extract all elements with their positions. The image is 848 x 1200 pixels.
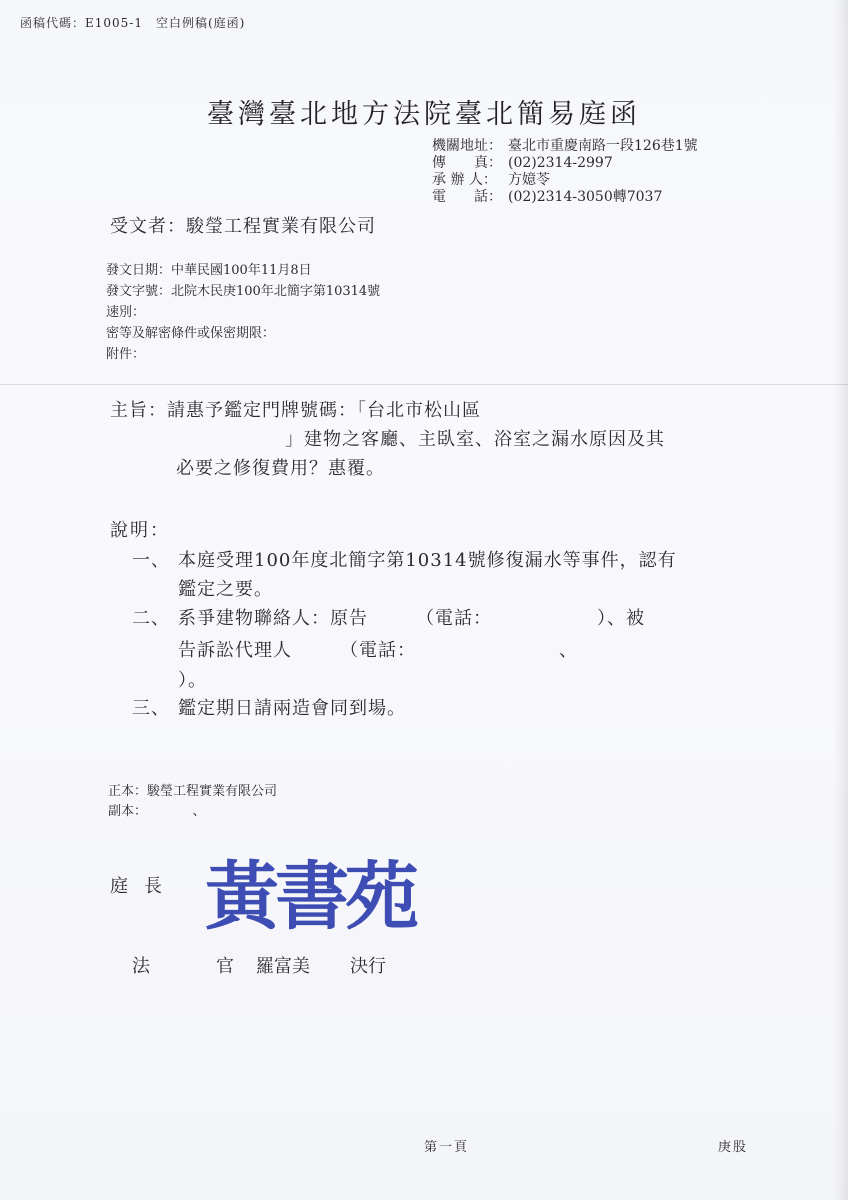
urgency: 速別： — [106, 305, 146, 320]
attachments: 附件： — [106, 347, 146, 362]
secrecy-level: 密等及解密條件或保密期限： — [106, 326, 276, 341]
chief-label: 庭長 — [110, 876, 178, 897]
agency-fax: 傳 真： (02)2314-2997 — [432, 155, 613, 171]
explanation-heading: 說明： — [110, 520, 170, 541]
page-number: 第一頁 — [424, 1140, 470, 1155]
dept-code: 庚股 — [718, 1140, 749, 1155]
explanation-item-1: 一、 本庭受理100年度北簡字第10314號修復漏水等事件，認有 鑑定之要。 — [132, 550, 677, 600]
recipient: 受文者：駿瑩工程實業有限公司 — [110, 216, 376, 237]
issue-number: 發文字號：北院木民庚100年北簡字第10314號 — [106, 284, 381, 299]
explanation-item-2: 二、 系爭建物聯絡人：原告 （電話： ）、被 告訴訟代理人 （電話： 、 ）。 — [132, 608, 645, 691]
distribution — [108, 782, 277, 822]
document-title: 臺灣臺北地方法院臺北簡易庭函 — [207, 99, 641, 130]
issue-meta — [106, 260, 380, 365]
form-code: 函稿代碼：E1005-1 空白例稿(庭函) — [20, 16, 246, 30]
distribution-original: 正本：駿瑩工程實業有限公司 — [108, 784, 278, 799]
agency-info — [432, 138, 698, 206]
agency-phone: 電 話： (02)2314-3050轉7037 — [432, 189, 663, 205]
judge-name: 羅富美 — [256, 956, 310, 977]
judge-line: 法 官 羅富美 決行 — [132, 952, 432, 976]
fold-line — [0, 384, 848, 385]
chief-seal-stamp: 黃書苑 — [205, 854, 415, 940]
subject: 主旨：請惠予鑑定門牌號碼：「台北市松山區 」建物之客廳、主臥室、浴室之漏水原因及其 必要之修復費用？惠覆。 — [110, 400, 665, 479]
agency-address: 機關地址： 臺北市重慶南路一段126巷1號 — [432, 138, 698, 154]
distribution-copy: 副本： 、 — [108, 804, 206, 819]
agency-handler: 承 辦 人： 方嬑苓 — [432, 172, 550, 188]
explanation-item-3: 三、 鑑定期日請兩造會同到場。 — [132, 698, 406, 719]
issue-date: 發文日期：中華民國100年11月8日 — [106, 263, 312, 278]
